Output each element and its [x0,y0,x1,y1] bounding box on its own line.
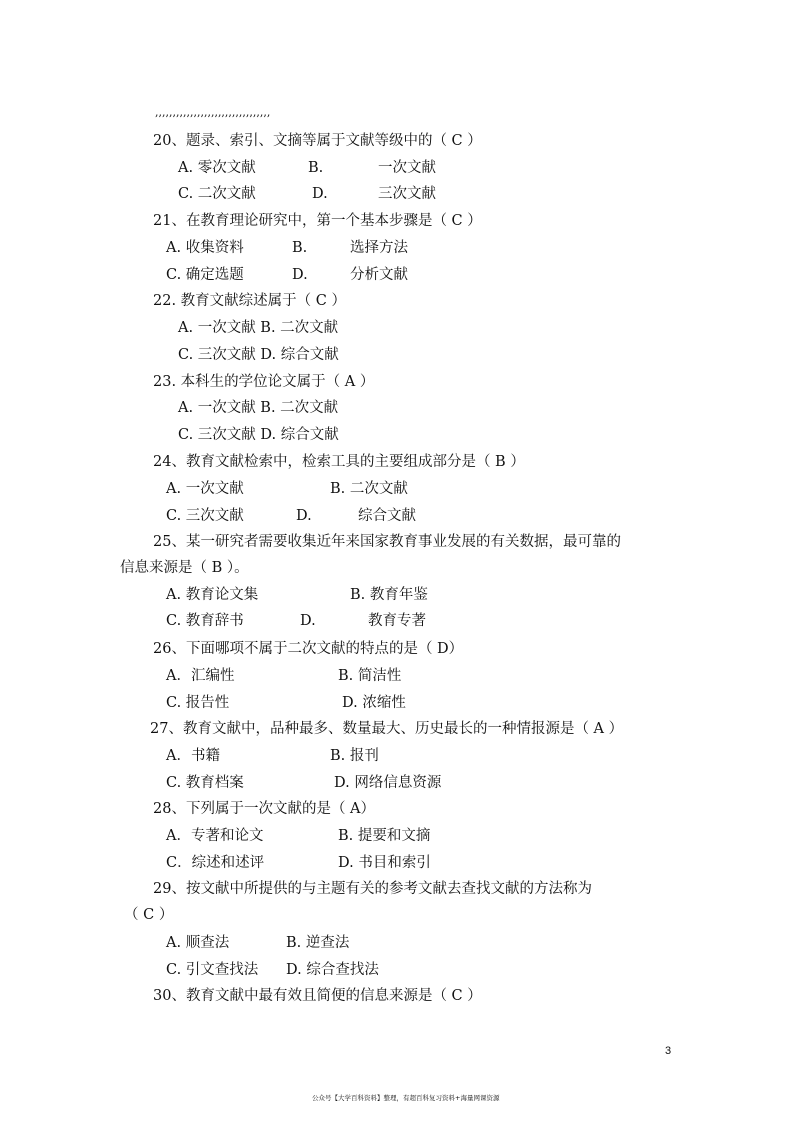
footer-note: 公众号【大学百科资料】整理，有超百科复习资料+海量网课资源 [312,1094,500,1102]
q26-stem: 26、下面哪项不属于二次文献的特点的是（ D） [153,641,464,657]
q20-option-b-text: 一次文献 [378,160,436,176]
q28-option-d: D. 书目和索引 [338,855,431,871]
q28-stem: 28、下列属于一次文献的是（ A） [153,801,376,817]
q20-option-c: C. 二次文献 [178,186,256,202]
q26-option-c: C. 报告性 [166,695,230,711]
q24-option-b: B. 二次文献 [330,481,408,497]
q25-option-c: C. 教育辞书 [166,613,244,629]
q24-option-d: D. [296,508,312,524]
q20-option-d: D. [312,186,328,202]
q22-options-ab: A. 一次文献 B. 二次文献 [178,320,339,336]
q24-option-c: C. 三次文献 [166,508,244,524]
page-number: 3 [665,1045,672,1057]
q23-stem: 23. 本科生的学位论文属于（ A ） [153,374,375,390]
q26-option-a: A．汇编性 [166,668,235,684]
q29-option-b: B. 逆查法 [286,935,350,951]
q26-option-d: D. 浓缩性 [342,695,406,711]
q27-stem: 27、教育文献中，品种最多、数量最大、历史最长的一种情报源是（ A ） [150,721,624,737]
q21-option-d: D. [292,267,308,283]
q28-option-a: A．专著和论文 [166,828,264,844]
q23-options-cd: C. 三次文献 D. 综合文献 [178,427,339,443]
q24-option-a: A. 一次文献 [166,481,244,497]
q21-option-a: A. 收集资料 [166,240,244,256]
q28-option-b: B. 提要和文摘 [338,828,431,844]
q25-option-a: A. 教育论文集 [166,587,259,603]
q29-option-c: C. 引文查找法 [166,962,259,978]
q22-options-cd: C. 三次文献 D. 综合文献 [178,347,339,363]
q29-stem-line2: （ C ） [124,907,174,923]
q20-stem: 20、题录、索引、文摘等属于文献等级中的（ C ） [153,133,482,149]
q20-option-d-text: 三次文献 [378,186,436,202]
q29-stem-line1: 29、按文献中所提供的与主题有关的参考文献去查找文献的方法称为 [153,881,592,897]
q27-option-c: C. 教育档案 [166,775,244,791]
q21-stem: 21、在教育理论研究中，第一个基本步骤是（ C ） [153,213,482,229]
q30-stem: 30、教育文献中最有效且简便的信息来源是（ C ） [153,988,482,1004]
q26-option-b: B. 简洁性 [338,668,402,684]
q24-option-d-text: 综合文献 [358,508,416,524]
q28-option-c: C．综述和述评 [166,855,265,871]
q21-option-b-text: 选择方法 [350,240,408,256]
q27-option-b: B. 报刊 [330,748,379,764]
q20-option-a: A. 零次文献 [178,160,256,176]
q21-option-b: B. [292,240,308,256]
q23-options-ab: A. 一次文献 B. 二次文献 [178,400,339,416]
q25-stem-line1: 25、某一研究者需要收集近年来国家教育事业发展的有关数据，最可靠的 [153,534,621,550]
q25-option-d-text: 教育专著 [368,613,426,629]
q22-stem: 22. 教育文献综述属于（ C ） [153,293,346,309]
dots-line: ,,,,,,,,,,,,,,,,,,,,,,,,,,,,,,,,, [155,106,271,119]
q21-option-c: C. 确定选题 [166,267,244,283]
q20-option-b: B. [308,160,324,176]
q25-option-d: D. [300,613,316,629]
q24-stem: 24、教育文献检索中，检索工具的主要组成部分是（ B ） [153,454,525,470]
q27-option-d: D. 网络信息资源 [334,775,442,791]
q25-stem-line2: 信息来源是（ B ）。 [120,560,249,576]
q27-option-a: A．书籍 [166,748,220,764]
q29-option-a: A. 顺查法 [166,935,230,951]
q25-option-b: B. 教育年鉴 [350,587,428,603]
q21-option-d-text: 分析文献 [350,267,408,283]
q29-option-d: D. 综合查找法 [286,962,379,978]
